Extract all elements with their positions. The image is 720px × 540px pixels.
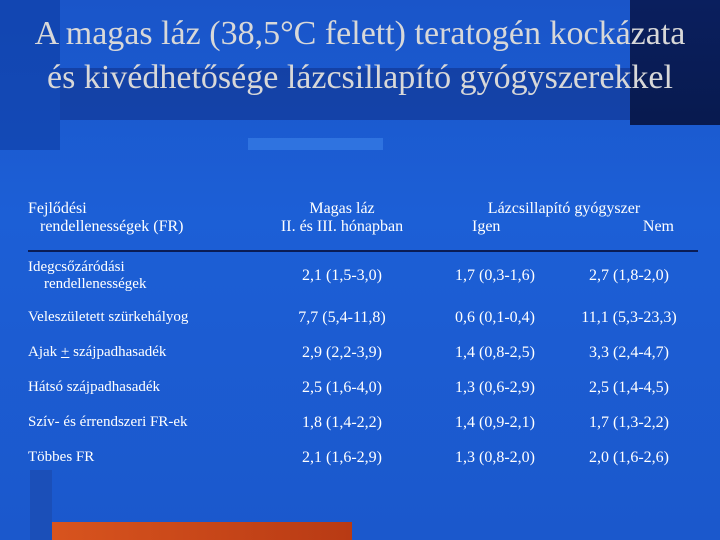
header-col0-line2: rendellenességek (FR): [40, 218, 184, 235]
row-label: [28, 335, 254, 370]
row-label-part-a: Ajak: [28, 344, 61, 360]
header-col1-line2: II. és III. hónapban: [280, 218, 404, 235]
row-label-line2: rendellenességek: [44, 276, 147, 292]
header-malformations: [28, 186, 254, 251]
header-no: Nem: [642, 218, 674, 235]
table-row: [28, 335, 698, 370]
header-col0-line1: Fejlődési: [28, 200, 87, 217]
data-table: [28, 186, 698, 475]
table-header-row: [28, 186, 698, 251]
cell-antipyretic-no: 2,0 (1,6-2,6): [589, 448, 669, 466]
cell-antipyretic-yes: 1,7 (0,3-1,6): [455, 267, 535, 284]
plus-minus-symbol: +: [60, 344, 70, 360]
header-col23-line1: Lázcsillapító gyógyszer: [487, 200, 641, 217]
cell-fever: 1,8 (1,4-2,2): [302, 413, 382, 431]
cell-antipyretic-no: 11,1 (5,3-23,3): [581, 308, 677, 326]
row-label: Többes FR: [28, 449, 95, 465]
header-high-fever: [254, 186, 430, 251]
row-label: [28, 251, 254, 300]
cell-antipyretic-no: 2,5 (1,4-4,5): [589, 378, 669, 396]
row-label: Veleszületett szürkehályog: [28, 309, 189, 325]
row-label: Szív- és érrendszeri FR-ek: [28, 414, 188, 430]
cell-fever: 2,5 (1,6-4,0): [302, 378, 382, 396]
row-label-part-b: szájpadhasadék: [69, 344, 167, 360]
header-antipyretic: [430, 186, 698, 251]
decorative-underline: [248, 138, 383, 150]
cell-antipyretic-yes: 1,4 (0,9-2,1): [455, 413, 535, 431]
cell-fever: 2,1 (1,5-3,0): [302, 267, 382, 284]
table-row: [28, 405, 698, 440]
cell-antipyretic-yes: 0,6 (0,1-0,4): [455, 308, 535, 326]
cell-fever: 2,1 (1,6-2,9): [302, 448, 382, 466]
table-row: [28, 300, 698, 335]
row-label-line1: Idegcsőzáródási: [28, 259, 125, 275]
cell-antipyretic-no: 3,3 (2,4-4,7): [589, 343, 669, 361]
header-col1-line1: Magas láz: [309, 200, 375, 217]
table-row: [28, 440, 698, 475]
cell-antipyretic-yes: 1,3 (0,6-2,9): [455, 378, 535, 396]
cell-antipyretic-no: 1,7 (1,3-2,2): [589, 413, 669, 431]
cell-antipyretic-no: 2,7 (1,8-2,0): [589, 267, 669, 284]
cell-antipyretic-yes: 1,3 (0,8-2,0): [455, 448, 535, 466]
row-label: Hátsó szájpadhasadék: [28, 379, 161, 395]
cell-antipyretic-yes: 1,4 (0,8-2,5): [455, 343, 535, 361]
header-yes: Igen: [472, 218, 501, 235]
decorative-accent-bar: [52, 522, 352, 540]
decorative-vertical-bar: [30, 470, 52, 540]
slide-title: A magas láz (38,5°C felett) teratogén kockázata és kivédhetősége lázcsillapító gyógyszerekkel: [34, 15, 686, 96]
table-row: [28, 251, 698, 300]
cell-fever: 7,7 (5,4-11,8): [298, 308, 386, 326]
cell-fever: 2,9 (2,2-3,9): [302, 343, 382, 361]
table-row: [28, 370, 698, 405]
